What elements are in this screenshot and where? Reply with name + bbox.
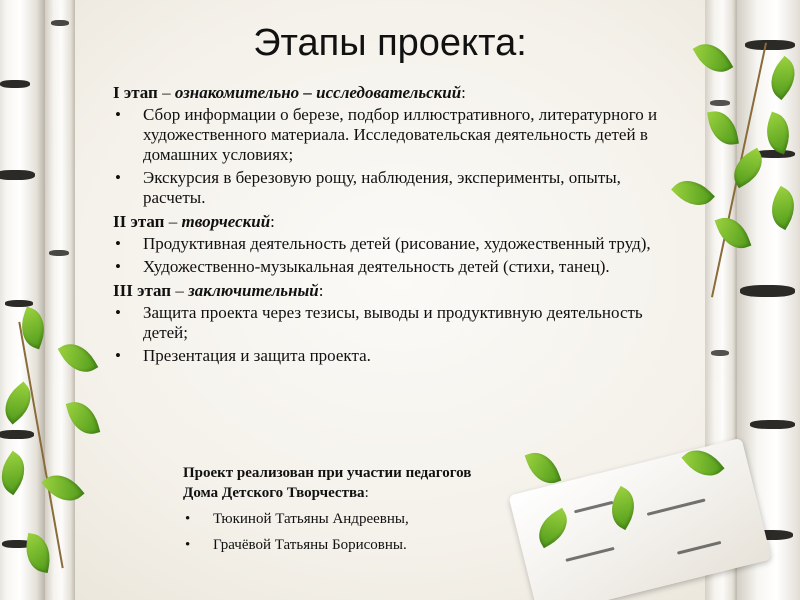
- teachers-list: [183, 509, 543, 555]
- credits-line-1: Проект реализован при участии педагогов: [183, 465, 472, 481]
- stage-1-list: [113, 105, 673, 208]
- credits-block: [183, 463, 543, 561]
- list-item: • Защита проекта через тезисы, выводы и продуктивную деятельность детей;: [113, 303, 673, 343]
- list-item: • Презентация и защита проекта.: [113, 346, 673, 366]
- stage-3-desc: заключительный: [188, 281, 319, 300]
- list-item: • Тюкиной Татьяны Андреевны,: [183, 509, 543, 529]
- stage-3-heading: [113, 281, 673, 301]
- list-item: • Продуктивная деятельность детей (рисование, художественный труд),: [113, 234, 673, 254]
- stage-2-colon: :: [270, 212, 275, 231]
- page-title: Этапы проекта:: [253, 22, 527, 64]
- birch-trunk-left-2: [45, 0, 75, 600]
- credits-colon: :: [364, 485, 369, 501]
- stage-3-name: III этап: [113, 281, 172, 300]
- stage-2-desc: творческий: [181, 212, 271, 231]
- credits-line-2: Дома Детского Творчества: [183, 485, 365, 501]
- stage-3-list: [113, 303, 673, 366]
- stage-1-name: I этап: [113, 83, 158, 102]
- stage-3-dash: –: [171, 281, 189, 300]
- stage-3-colon: :: [318, 281, 324, 300]
- stage-2-dash: –: [164, 212, 182, 231]
- stages-content: [113, 83, 673, 370]
- stage-1-dash: –: [157, 83, 175, 102]
- stage-2-list: [113, 234, 673, 277]
- stage-1-desc: ознакомительно – исследовательский: [174, 83, 462, 102]
- list-item: • Экскурсия в березовую рощу, наблюдения, эксперименты, опыты, расчеты.: [113, 168, 673, 208]
- birch-trunk-left: [0, 0, 45, 600]
- list-item: • Грачёвой Татьяны Борисовны.: [183, 535, 543, 555]
- stage-1-colon: :: [461, 83, 466, 102]
- list-item: • Художественно-музыкальная деятельность детей (стихи, танец).: [113, 257, 673, 277]
- stage-2-heading: [113, 212, 673, 232]
- stage-2-name: II этап: [113, 212, 165, 231]
- list-item: • Сбор информации о березе, подбор иллюстративного, литературного и художественного материала. Исследовательская деятельность детей в домашних условиях;: [113, 105, 673, 165]
- credits-note: [183, 463, 543, 503]
- stage-1-heading: [113, 83, 673, 103]
